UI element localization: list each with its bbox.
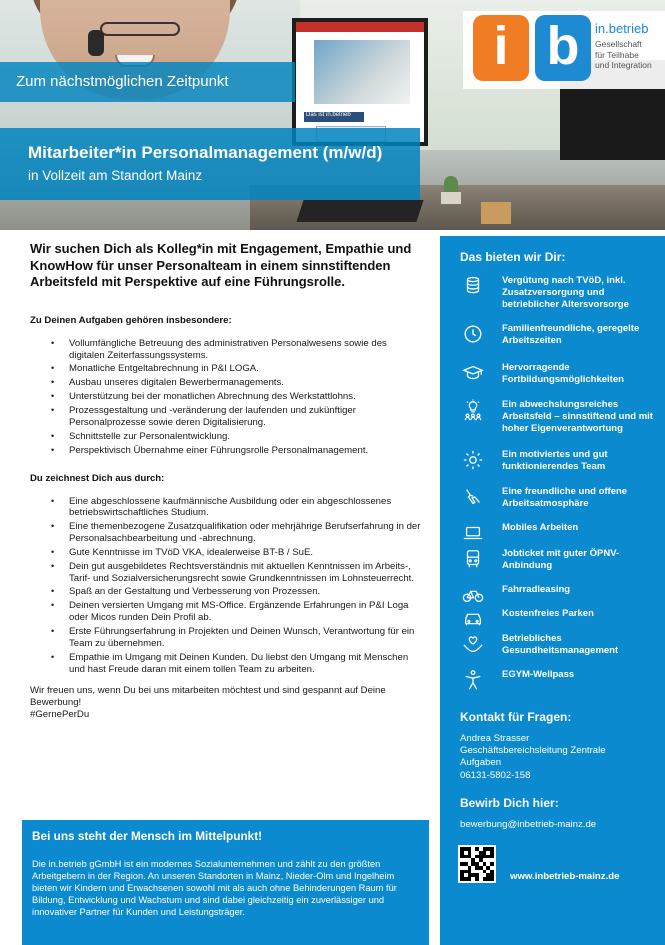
profile-item: [30, 496, 422, 520]
job-title-banner: [0, 128, 420, 200]
benefit-text: Betriebliches Gesundheitsmanagement: [502, 633, 619, 656]
qr-grid: [460, 847, 494, 881]
benefit-text: Vergütung nach TVöD, inkl. Zusatzversorgung und betrieblicher Altersvorsorge: [502, 275, 629, 310]
closing-sentence: Wir freuen uns, wenn Du bei uns mitarbeiten möchtest und sind gespannt auf Deine Bewerbung!: [30, 685, 386, 709]
job-subtitle: in Vollzeit am Standort Mainz: [28, 168, 203, 183]
job-description: [30, 241, 422, 721]
task-text: Ausbau unseres digitalen Bewerbermanagements.: [69, 377, 284, 389]
task-text: Perspektivisch Übernahme einer Führungsrolle Personalmanagement.: [69, 444, 369, 456]
benefit-item: [462, 362, 662, 402]
profile-item: [30, 600, 422, 624]
profile-text: Spaß an der Gestaltung und Verbesserung von Prozessen.: [69, 586, 321, 598]
profile-item: [30, 561, 422, 585]
graduation-cap-icon: [462, 362, 484, 384]
bullet: •: [51, 430, 55, 441]
profile-text: Deinen versierten Umgang mit MS-Office. Ergänzende Erfahrungen in P&I Loga oder Micos runden Dein Profil ab.: [69, 600, 409, 624]
task-item: [30, 391, 422, 403]
benefit-item: [462, 633, 662, 673]
contact-name: Andrea Strasser: [460, 733, 530, 744]
profile-text: Eine abgeschlossene kaufmännische Ausbildung oder ein abgeschlossenes betriebswirtschaftliches Studium.: [69, 495, 392, 519]
benefits-sidebar: [440, 236, 665, 945]
profile-list: [30, 496, 422, 676]
tasks-title: Zu Deinen Aufgaben gehören insbesondere:: [30, 314, 232, 326]
benefit-item: [462, 449, 662, 489]
qr-code-icon[interactable]: [458, 845, 496, 883]
mission-box: [22, 820, 429, 945]
profile-item: [30, 626, 422, 650]
bullet: •: [51, 521, 55, 532]
benefit-text: Ein motiviertes und gut funktionierendes Team: [502, 449, 608, 472]
benefit-item: [462, 275, 662, 315]
wellness-figure-icon: [462, 669, 484, 691]
bullet: •: [51, 495, 55, 506]
benefit-text: EGYM-Wellpass: [502, 669, 575, 680]
bullet: •: [51, 377, 55, 388]
task-text: Unterstützung bei der monatlichen Abrechnung des Werkstattlohns.: [69, 391, 356, 403]
profile-item: [30, 652, 422, 676]
headset-icon: [88, 30, 104, 56]
parking-icon: [462, 608, 484, 630]
bullet: •: [51, 363, 55, 374]
bullet: •: [51, 444, 55, 455]
benefit-item: [462, 548, 662, 588]
bullet: •: [51, 391, 55, 402]
intro-text: Wir suchen Dich als Kolleg*in mit Engagement, Empathie und KnowHow für unser Personalteam in einem sinnstiftenden Arbeitsfeld mit Perspektive auf eine Führungsrolle.: [30, 241, 412, 290]
logo-sub-line: und Integration: [595, 60, 652, 70]
contact-phone[interactable]: 06131-5802-158: [460, 769, 531, 781]
bullet: •: [51, 600, 55, 611]
clock-icon: [462, 323, 484, 345]
lightbulb-team-icon: [462, 399, 484, 421]
logo-sub-line: Gesellschaft: [595, 39, 642, 49]
coins-icon: [462, 275, 484, 297]
bicycle-icon: [462, 584, 484, 606]
bullet: •: [51, 586, 55, 597]
bullet: •: [51, 560, 55, 571]
benefit-text: Hervorragende Fortbildungsmöglichkeiten: [502, 362, 624, 385]
plant-pot: [441, 192, 461, 204]
benefit-text: Familienfreundliche, geregelte Arbeitszeiten: [502, 323, 640, 346]
laptop-icon: [462, 522, 484, 544]
task-text: Schnittstelle zur Personalentwicklung.: [69, 430, 231, 442]
logo-letter-b: b: [546, 16, 580, 76]
profile-item: [30, 586, 422, 598]
bullet: •: [51, 405, 55, 416]
application-email-link[interactable]: bewerbung@inbetrieb-mainz.de: [460, 819, 597, 830]
bullet: •: [51, 337, 55, 348]
contact-title: Kontakt für Fragen:: [460, 710, 572, 724]
contact-info: [460, 733, 606, 782]
monitor-screen: [296, 22, 424, 142]
benefit-text: Eine freundliche und offene Arbeitsatmosphäre: [502, 486, 628, 509]
profile-text: Dein gut ausgebildetes Rechtsverständnis mit aktuellen Kenntnissen im Arbeits-, Tarif- und Sozialversicherungsrecht sowie Grundkenntnissen im Lohnsteuerrecht.: [69, 560, 415, 584]
mission-title: Bei uns steht der Mensch im Mittelpunkt!: [32, 829, 263, 843]
profile-text: Gute Kenntnisse im TVöD VKA, idealerweise BT-B / SuE.: [69, 546, 314, 558]
logo-letter-i: i: [493, 16, 509, 76]
profile-text: Empathie im Umgang mit Deinen Kunden. Du liebst den Umgang mit Menschen und hast Freude daran mit einem tollen Team zu arbeiten.: [69, 651, 409, 675]
task-item: [30, 431, 422, 443]
card-holder: [481, 202, 511, 224]
contact-role: Aufgaben: [460, 757, 502, 769]
handshake-icon: [462, 486, 484, 508]
gear-team-icon: [462, 449, 484, 471]
profile-text: Eine themenbezogene Zusatzqualifikation oder mehrjährige Berufserfahrung in der Personalsachbearbeitung und -abrechnung.: [69, 521, 421, 544]
logo-orange-square: [473, 15, 529, 81]
benefit-text: Mobiles Arbeiten: [502, 522, 579, 533]
task-text: Monatliche Entgeltabrechnung in P&I LOGA.: [69, 363, 259, 375]
company-logo: [463, 11, 665, 89]
start-date-banner: Zum nächstmöglichen Zeitpunkt: [0, 62, 295, 102]
logo-subtitle: [595, 39, 652, 71]
closing-text: [30, 685, 422, 720]
closing-hashtag: #GernePerDu: [30, 708, 90, 720]
person-glasses: [100, 22, 180, 36]
task-item: [30, 338, 422, 362]
profile-item: [30, 547, 422, 559]
task-text: Prozessgestaltung und -veränderung der laufenden und zukünftiger Personalprozesse sowie deren Digitalisierung.: [69, 405, 356, 428]
benefit-item: [462, 486, 662, 526]
task-text: Vollumfängliche Betreuung des administrativen Personalwesens sowie des digitalen Zeiterfassungssystems.: [69, 337, 387, 361]
screen-photo: [314, 40, 410, 104]
task-item: [30, 363, 422, 375]
bus-icon: [462, 548, 484, 570]
benefit-text: Kostenfreies Parken: [502, 608, 594, 619]
keyboard: [296, 200, 423, 222]
hero-photo: [0, 0, 665, 230]
task-item: [30, 405, 422, 429]
job-title: Mitarbeiter*in Personalmanagement (m/w/d): [28, 143, 383, 162]
task-item: [30, 377, 422, 389]
benefit-item: [462, 399, 662, 439]
bullet: •: [51, 651, 55, 662]
benefit-item: [462, 669, 662, 709]
screen-caption: Das ist in.betrieb: [306, 112, 351, 118]
profile-text: Erste Führungserfahrung in Projekten und Deinen Wunsch, Verantwortung für ein Team zu übernehmen.: [69, 626, 415, 649]
website-link[interactable]: www.inbetrieb-mainz.de: [510, 871, 620, 882]
benefit-text: Fahrradleasing: [502, 584, 571, 595]
bullet: •: [51, 626, 55, 637]
task-item: [30, 445, 422, 457]
contact-role: Geschäftsbereichsleitung Zentrale: [460, 745, 606, 757]
logo-sub-line: für Teilhabe: [595, 49, 639, 60]
mission-body: Die in.betrieb gGmbH ist ein modernes Sozialunternehmen und zählt zu den größten Arbeitgebern in der Region. An unseren Standorten in Mainz, Nieder-Olm und Ingelheim bieten wir Kindern und Erwachsenen sowohl mit als auch ohne Behinderungen Raum für Bildung, Entwicklung und Wachstum und sind dabei gleichzeitig ein zuverlässiger und innovativer Partner für Kunden und Leistungsträger.: [32, 859, 397, 917]
benefit-item: [462, 323, 662, 363]
heart-hands-icon: [462, 633, 484, 655]
apply-title: Bewirb Dich hier:: [460, 796, 559, 810]
bullet: •: [51, 546, 55, 557]
offers-title: Das bieten wir Dir:: [460, 250, 566, 264]
benefit-text: Ein abwechslungsreiches Arbeitsfeld – sinnstiftend und mit hoher Eigenverantwortung: [502, 399, 653, 434]
logo-blue-square: [535, 15, 591, 81]
profile-title: Du zeichnest Dich aus durch:: [30, 472, 165, 484]
tasks-list: [30, 338, 422, 457]
benefit-text: Jobticket mit guter ÖPNV-Anbindung: [502, 548, 620, 571]
screen-header-bar: [296, 22, 424, 32]
profile-item: [30, 521, 422, 545]
monitor: [292, 18, 428, 146]
logo-brand: in.betrieb: [595, 21, 649, 36]
qr-cell: [490, 877, 494, 881]
